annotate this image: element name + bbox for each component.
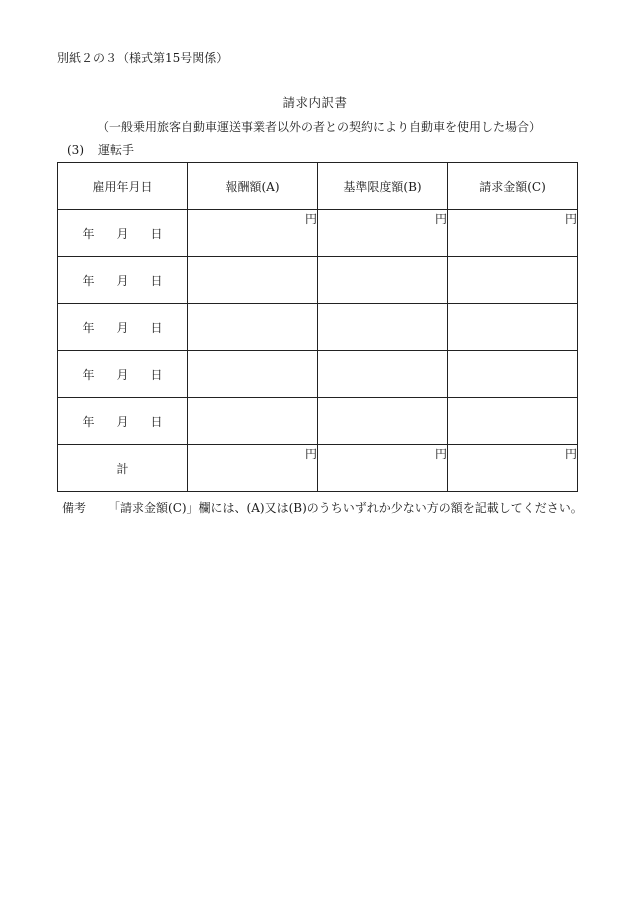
claim-amount-c-cell[interactable] — [448, 351, 578, 398]
compensation-a-cell[interactable] — [188, 351, 318, 398]
yen-unit: 円 — [434, 447, 447, 461]
standard-limit-b-cell[interactable] — [318, 351, 448, 398]
section-title: 運転手 — [98, 143, 135, 157]
claim-breakdown-table — [57, 162, 578, 492]
header-claim-amount-c: 請求金額(C) — [448, 163, 578, 210]
table-header-row — [58, 163, 578, 210]
remarks-note — [62, 500, 583, 516]
section-number: (3) — [67, 143, 84, 157]
compensation-a-cell[interactable] — [188, 257, 318, 304]
total-claim-amount-c-cell[interactable] — [448, 445, 578, 492]
table-row — [58, 304, 578, 351]
remarks-label: 備考 — [62, 501, 87, 515]
standard-limit-b-cell[interactable] — [318, 257, 448, 304]
table-row — [58, 398, 578, 445]
claim-amount-c-cell[interactable] — [448, 304, 578, 351]
form-reference-note: 別紙２の３（様式第15号関係） — [57, 51, 229, 65]
header-standard-limit-b: 基準限度額(B) — [318, 163, 448, 210]
compensation-a-cell[interactable] — [188, 210, 318, 257]
yen-unit: 円 — [564, 447, 577, 461]
yen-unit: 円 — [304, 212, 317, 226]
table-row — [58, 257, 578, 304]
header-compensation-a: 報酬額(A) — [188, 163, 318, 210]
standard-limit-b-cell[interactable] — [318, 210, 448, 257]
total-label: 計 — [58, 445, 188, 492]
employment-date-cell[interactable]: 年 月 日 — [58, 304, 188, 351]
total-standard-limit-b-cell[interactable] — [318, 445, 448, 492]
total-compensation-a-cell[interactable] — [188, 445, 318, 492]
claim-amount-c-cell[interactable] — [448, 210, 578, 257]
yen-unit: 円 — [304, 447, 317, 461]
yen-unit: 円 — [564, 212, 577, 226]
yen-unit: 円 — [434, 212, 447, 226]
claim-amount-c-cell[interactable] — [448, 398, 578, 445]
document-subtitle: （一般乗用旅客自動車運送事業者以外の者との契約により自動車を使用した場合） — [97, 120, 542, 134]
header-employment-date: 雇用年月日 — [58, 163, 188, 210]
table-row — [58, 210, 578, 257]
standard-limit-b-cell[interactable] — [318, 398, 448, 445]
section-heading — [67, 142, 134, 158]
employment-date-cell[interactable]: 年 月 日 — [58, 398, 188, 445]
employment-date-cell[interactable]: 年 月 日 — [58, 351, 188, 398]
remarks-text: 「請求金額(C)」欄には、(A)又は(B)のうちいずれか少ない方の額を記載してください。 — [108, 501, 583, 515]
employment-date-cell[interactable]: 年 月 日 — [58, 210, 188, 257]
compensation-a-cell[interactable] — [188, 304, 318, 351]
document-title: 請求内訳書 — [282, 95, 348, 110]
standard-limit-b-cell[interactable] — [318, 304, 448, 351]
table-row — [58, 351, 578, 398]
compensation-a-cell[interactable] — [188, 398, 318, 445]
claim-amount-c-cell[interactable] — [448, 257, 578, 304]
total-row — [58, 445, 578, 492]
employment-date-cell[interactable]: 年 月 日 — [58, 257, 188, 304]
